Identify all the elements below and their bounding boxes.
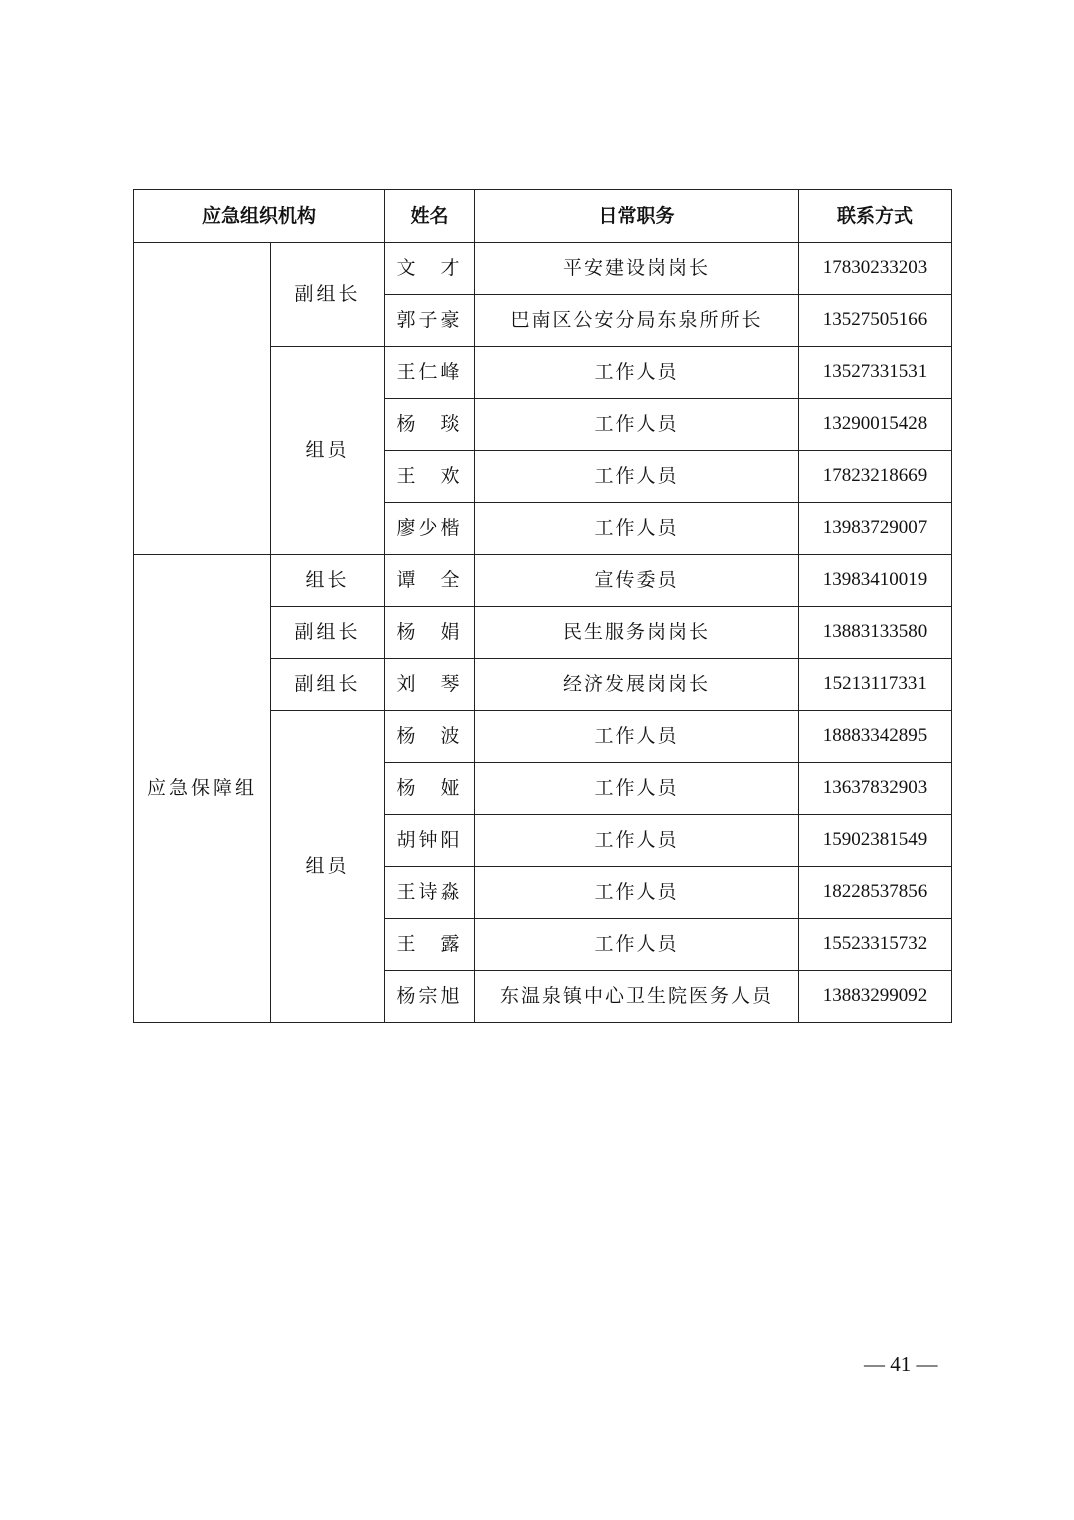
table-header-row — [134, 190, 952, 243]
name-cell: 王 欢 — [385, 451, 475, 503]
phone-cell: 13527505166 — [799, 295, 952, 347]
header-duty: 日常职务 — [475, 190, 799, 243]
page-number: — 41 — — [864, 1352, 938, 1376]
role-cell: 组长 — [271, 555, 385, 607]
duty-cell: 工作人员 — [475, 399, 799, 451]
name-cell: 王 露 — [385, 919, 475, 971]
duty-cell: 民生服务岗岗长 — [475, 607, 799, 659]
duty-cell: 工作人员 — [475, 763, 799, 815]
phone-cell: 13883299092 — [799, 971, 952, 1023]
phone-cell: 13983410019 — [799, 555, 952, 607]
name-cell: 杨 娟 — [385, 607, 475, 659]
role-cell: 副组长 — [271, 243, 385, 347]
role-cell: 组员 — [271, 347, 385, 555]
phone-cell: 18883342895 — [799, 711, 952, 763]
header-contact: 联系方式 — [799, 190, 952, 243]
role-cell: 副组长 — [271, 659, 385, 711]
duty-cell: 巴南区公安分局东泉所所长 — [475, 295, 799, 347]
duty-cell: 平安建设岗岗长 — [475, 243, 799, 295]
name-cell: 廖少楷 — [385, 503, 475, 555]
phone-cell: 13527331531 — [799, 347, 952, 399]
duty-cell: 工作人员 — [475, 867, 799, 919]
name-cell: 文 才 — [385, 243, 475, 295]
phone-cell: 15213117331 — [799, 659, 952, 711]
header-org: 应急组织机构 — [134, 190, 385, 243]
header-name: 姓名 — [385, 190, 475, 243]
phone-cell: 17830233203 — [799, 243, 952, 295]
table-row — [134, 243, 952, 295]
group-cell-empty — [134, 243, 271, 555]
group-cell: 应急保障组 — [134, 555, 271, 1023]
name-cell: 郭子豪 — [385, 295, 475, 347]
duty-cell: 工作人员 — [475, 503, 799, 555]
name-cell: 王仁峰 — [385, 347, 475, 399]
duty-cell: 工作人员 — [475, 919, 799, 971]
name-cell: 杨 波 — [385, 711, 475, 763]
name-cell: 王诗淼 — [385, 867, 475, 919]
phone-cell: 15902381549 — [799, 815, 952, 867]
phone-cell: 18228537856 — [799, 867, 952, 919]
phone-cell: 13983729007 — [799, 503, 952, 555]
role-cell: 副组长 — [271, 607, 385, 659]
duty-cell: 工作人员 — [475, 347, 799, 399]
phone-cell: 13883133580 — [799, 607, 952, 659]
phone-cell: 15523315732 — [799, 919, 952, 971]
name-cell: 胡钟阳 — [385, 815, 475, 867]
role-cell: 组员 — [271, 711, 385, 1023]
name-cell: 谭 全 — [385, 555, 475, 607]
duty-cell: 工作人员 — [475, 711, 799, 763]
duty-cell: 东温泉镇中心卫生院医务人员 — [475, 971, 799, 1023]
phone-cell: 13637832903 — [799, 763, 952, 815]
phone-cell: 13290015428 — [799, 399, 952, 451]
contact-roster-table — [133, 189, 952, 1023]
duty-cell: 经济发展岗岗长 — [475, 659, 799, 711]
duty-cell: 工作人员 — [475, 451, 799, 503]
duty-cell: 宣传委员 — [475, 555, 799, 607]
name-cell: 杨宗旭 — [385, 971, 475, 1023]
name-cell: 刘 琴 — [385, 659, 475, 711]
table-row — [134, 555, 952, 607]
duty-cell: 工作人员 — [475, 815, 799, 867]
phone-cell: 17823218669 — [799, 451, 952, 503]
name-cell: 杨 娅 — [385, 763, 475, 815]
name-cell: 杨 琰 — [385, 399, 475, 451]
